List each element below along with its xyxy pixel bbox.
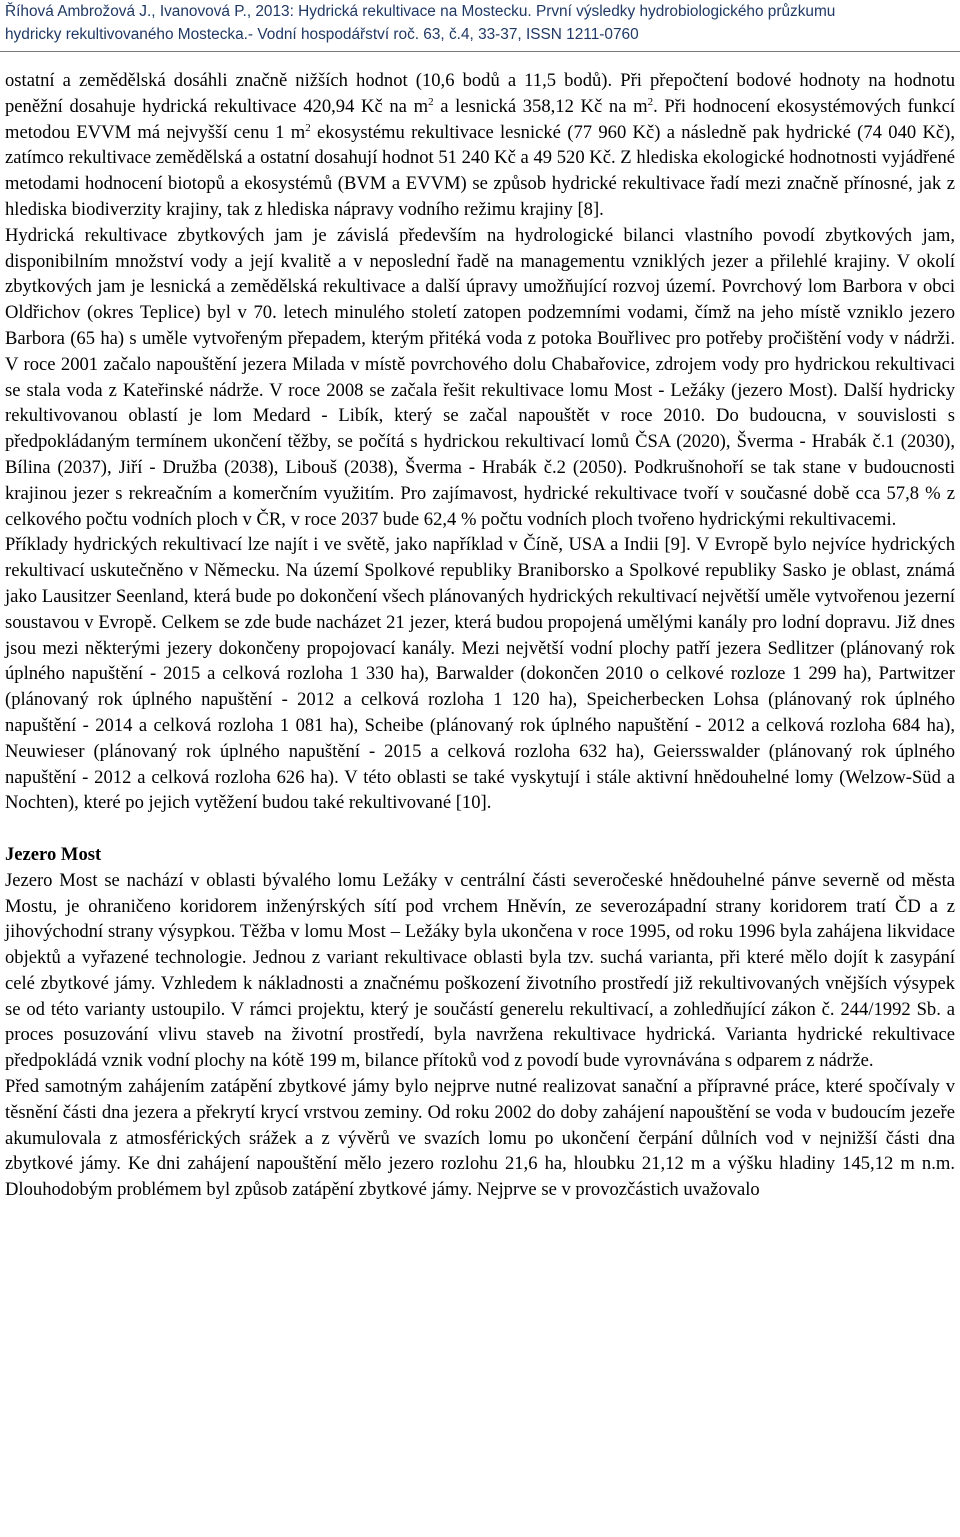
paragraph-lake-preparation: Před samotným zahájením zatápění zbytkové jámy bylo nejprve nutné realizovat sanační a přípravné práce, které spočívaly v těsnění části dna jezera a překrytí krycí vrstvou zeminy. Od roku 2002 do doby zahájení napouštění se voda v budoucím jezeře akumulovala z atmosférických srážek a z vývěrů ve svazích lomu po ukončení čerpání důlních vod v nejnižší části dna zbytkové jámy. Ke dni zahájení napouštění mělo jezero rozlohu 21,6 ha, hloubku 21,12 m a výšku hladiny 145,12 m n.m. Dlouhodobým problémem byl způsob zatápění zbytkové jámy. Nejprve se v provozčástich uvažovalo: [5, 1076, 955, 1201]
paragraph-valuation-part-c: . Při hodnocení ekosystémových funkcí metodou EVVM má nejvyšší cenu 1 m: [5, 95, 955, 143]
section-heading: Jezero Most: [5, 843, 102, 865]
superscript-square: 2: [428, 95, 434, 108]
paragraph-valuation-part-b: a lesnická 358,12 Kč na m: [433, 95, 648, 117]
paragraph-valuation-part-d: ekosystému rekultivace lesnické (77 960 Kč) a následně pak hydrické (74 040 Kč), zatímco rekultivace zemědělská a ostatní dosahují hodnot 51 240 Kč a 49 520 Kč. Z hlediska ekologické hodnotnosti vyjádřené metodami hodnocení biotopů a ekosystémů (BVM a EVVM) se způsob hydrické rekultivace řadí mezi značně přínosné, jak z hlediska biodiverzity krajiny, tak z hlediska nápravy vodního režimu krajiny [8].: [5, 121, 955, 220]
superscript-square: 2: [647, 95, 654, 108]
header-divider: [0, 51, 960, 52]
paragraph-lake-most: Jezero Most se nachází v oblasti bývalého lomu Ležáky v centrální části severočeské hnědouhelné pánve severně od města Mostu, je ohraničeno koridorem inženýrských sítí pod vrchem Hněvín, ze severozápadní strany koridorem tratí ČD a z jihovýchodní strany výsypkou. Těžba v lomu Most – Ležáky byla ukončena v roce 1995, od roku 1996 byla zahájena likvidace objektů a vyřazené technologie. Jednou z variant rekultivace oblasti byla tzv. suchá varianta, při které mělo dojít k zasypání celé zbytkové jámy. Vzhledem k nákladnosti a značnému poškození životního prostředí již rekultivovaných vnějších výsypek se od této varianty ustoupilo. V rámci projektu, který je součástí generelu rekultivací, a zohledňující zákon č. 244/1992 Sb. a proces posuzování vlivu staveb na životní prostředí, byla navržena rekultivace hydrická. Varianta hydrické rekultivace předpokládá vznik vodní plochy na kótě 199 m, bilance přítoků vod z povodí bude vyrovnávána s odparem z nádrže.: [5, 869, 955, 1072]
paragraph-world-examples: Příklady hydrických rekultivací lze najít i ve světě, jako například v Číně, USA a Indii [9]. V Evropě bylo nejvíce hydrických rekultivací uskutečněno v Německu. Na území Spolkové republiky Braniborsko a Spolkové republiky Sasko je oblast, známá jako Lausitzer Seenland, která bude po dokončení všech plánovaných hydrických rekultivací největší uměle vytvořenou jezerní soustavou v Evropě. Celkem se zde bude nacházet 21 jezer, která budou propojená umělými kanály pro lodní dopravu. Již dnes jsou mezi některými jezery dokončeny propojovací kanály. Mezi největší vodní plochy patří jezera Sedlitzer (plánovaný rok úplného napuštění - 2015 a celková rozloha 1 330 ha), Barwalder (dokončen 2010 o celkové rozloze 1 299 ha), Partwitzer (plánovaný rok úplného napuštění - 2012 a celková rozloha 1 120 ha), Speicherbecken Lohsa (plánovaný rok úplného napuštění - 2014 a celková rozloha 1 081 ha), Scheibe (plánovaný rok úplného napuštění - 2012 a celková rozloha 684 ha), Neuwieser (plánovaný rok úplného napuštění - 2015 a celková rozloha 632 ha), Geiersswalder (plánovaný rok úplného napuštění - 2012 a celková rozloha 626 ha). V této oblasti se také vyskytují i stále aktivní hnědouhelné lomy (Welzow-Süd a Nochten), které po jejich vytěžení budou také rekultivované [10].: [5, 534, 955, 814]
header-line-2: hydricky rekultivovaného Mostecka.- Vodní hospodářství roč. 63, č.4, 33-37, ISSN 1211-0760: [5, 26, 639, 43]
header-line-1: Říhová Ambrožová J., Ivanovová P., 2013: Hydrická rekultivace na Mostecku. První výsledky hydrobiologického průzkumu: [5, 3, 836, 20]
running-header: [0, 0, 960, 46]
article-body: [5, 68, 955, 1203]
paragraph-hydric-reclamation: Hydrická rekultivace zbytkových jam je závislá především na hydrologické bilanci vlastního povodí zbytkových jam, disponibilním množství vody a její kvalitě a v neposlední řadě na managementu vzniklých jezer a přilehlé krajiny. V okolí zbytkových jam je lesnická a zemědělská rekultivace a další úpravy umožňující rozvoj území. Povrchový lom Barbora v obci Oldřichov (okres Teplice) byl v 70. letech minulého století zatopen podzemními vodami, čímž na jeho místě vzniklo jezero Barbora (65 ha) s uměle vytvořeným přepadem, kterým přitéká voda z potoka Bouřlivec pro potřeby pročištění vody v nádrži. V roce 2001 začalo napouštění jezera Milada v místě povrchového dolu Chabařovice, zdrojem vody pro hydrickou rekultivaci se stala voda z Kateřinské nádrže. V roce 2008 se začala řešit rekultivace lomu Most - Ležáky (jezero Most). Další hydricky rekultivovanou oblastí je lom Medard - Libík, který se začal napouštět v roce 2010. Do budoucna, v souvislosti s předpokládaným termínem ukončení těžby, se počítá s hydrickou rekultivací lomů ČSA (2020), Šverma - Hrabák č.1 (2030), Bílina (2037), Jiří - Družba (2038), Libouš (2038), Šverma - Hrabák č.2 (2050). Podkrušnohoří se tak stane v budoucnosti krajinou jezer s rekreačním a komerčním využitím. Pro zajímavost, hydrické rekultivace tvoří v současné době cca 57,8 % z celkového počtu vodních ploch v ČR, v roce 2037 bude 62,4 % počtu vodních ploch tvořeno hydrickými rekultivacemi.: [5, 224, 955, 530]
superscript-square: 2: [305, 121, 311, 134]
paragraph-valuation: [5, 68, 955, 223]
paragraph-valuation-part-a: ostatní a zemědělská dosáhli značně nižších hodnot (10,6 bodů a 11,5 bodů). Při přepočtení bodové hodnoty na hodnotu peněžní dosahuje hydrická rekultivace 420,94 Kč na m: [5, 70, 955, 117]
